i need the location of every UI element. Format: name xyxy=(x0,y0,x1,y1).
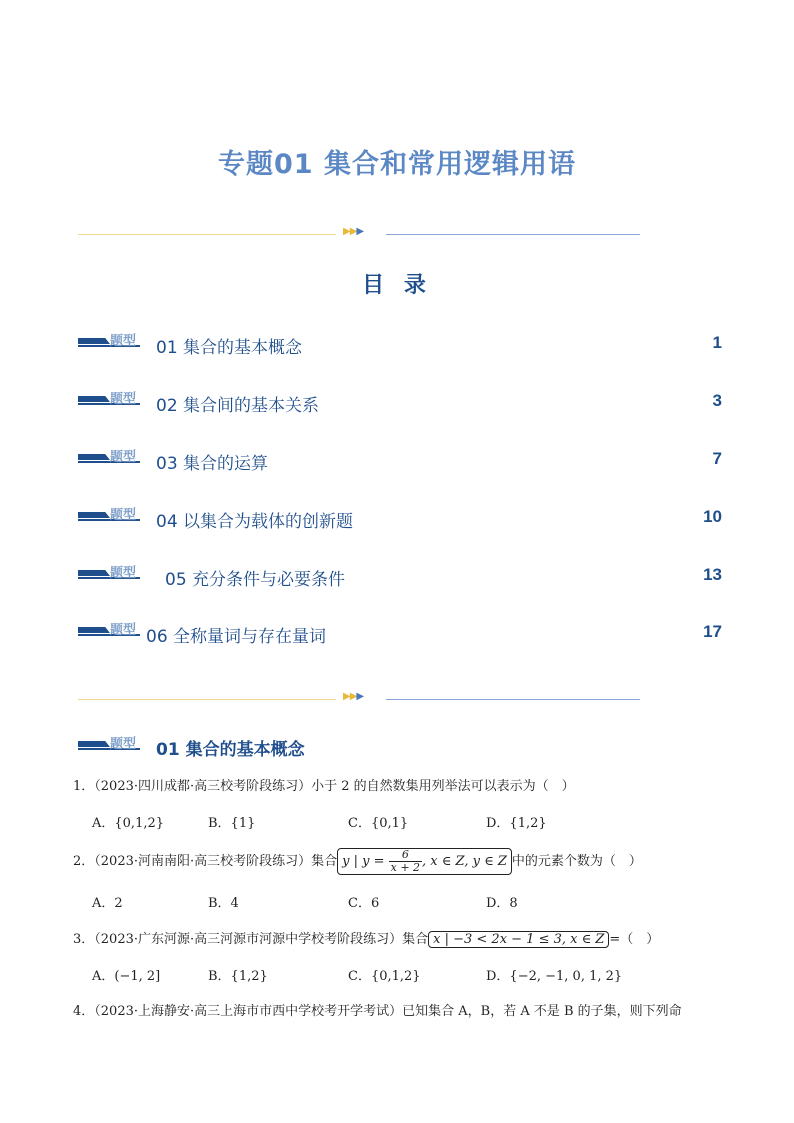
option-d: D．{1,2} xyxy=(486,816,547,831)
option-b: B．{1,2} xyxy=(208,969,268,984)
option-c: C．6 xyxy=(348,896,380,911)
section-title: 01 集合的基本概念 xyxy=(156,740,305,760)
badge: 题型 xyxy=(78,506,146,526)
badge: 题型 xyxy=(78,332,146,352)
toc-item-page: 17 xyxy=(703,622,722,641)
set-expression: y | y = $\frac{6}{x + 2}$ , x ∈ Z, y ∈ Z xyxy=(337,848,512,875)
toc-item[interactable] xyxy=(78,564,722,588)
toc-title: 目 录 xyxy=(362,273,432,298)
option-a: A．(−1, 2] xyxy=(92,969,161,984)
badge: 题型 xyxy=(78,390,146,410)
option-c: C．{0,1} xyxy=(348,816,409,831)
section-heading xyxy=(78,735,722,759)
option-a: A．{0,1,2} xyxy=(92,816,165,831)
toc-item-label: 05 充分条件与必要条件 xyxy=(165,570,346,590)
toc-item-label: 02 集合间的基本关系 xyxy=(156,396,320,416)
option-d: D．{−2, −1, 0, 1, 2} xyxy=(486,969,623,984)
toc-item-page: 13 xyxy=(703,565,722,584)
option-b: B．{1} xyxy=(208,816,256,831)
toc-item-page: 10 xyxy=(703,507,722,526)
divider: ▶▶▶ xyxy=(78,230,640,240)
set-expression: x | −3 < 2x − 1 ≤ 3, x ∈ Z xyxy=(428,931,609,948)
question-3-stem: 3．（2023·广东河源·高三河源市河源中学校考阶段练习）集合 x | −3 < 2x − 1 ≤ 3, x ∈ Z =（ ） xyxy=(73,932,660,947)
option-c: C．{0,1,2} xyxy=(348,969,421,984)
toc-item-label: 01 集合的基本概念 xyxy=(156,338,303,358)
option-a: A．2 xyxy=(92,896,123,911)
option-b: B．4 xyxy=(208,896,239,911)
option-d: D．8 xyxy=(486,896,518,911)
page-title: 专题01 集合和常用逻辑用语 xyxy=(218,149,576,180)
toc-item[interactable] xyxy=(78,390,722,414)
toc-item-page: 7 xyxy=(712,449,722,468)
toc-item[interactable] xyxy=(78,621,722,645)
toc-item-page: 1 xyxy=(712,333,722,352)
toc-item[interactable] xyxy=(78,332,722,356)
toc-item-label: 04 以集合为载体的创新题 xyxy=(156,512,354,532)
question-4-stem: 4．（2023·上海静安·高三上海市市西中学校考开学考试）已知集合 A，B，若 A 不是 B 的子集，则下列命 xyxy=(73,1004,682,1019)
toc-item-label: 06 全称量词与存在量词 xyxy=(146,627,327,647)
badge: 题型 xyxy=(78,564,146,584)
toc-item-page: 3 xyxy=(712,391,722,410)
divider: ▶▶▶ xyxy=(78,695,640,705)
toc-item[interactable] xyxy=(78,448,722,472)
toc-item[interactable] xyxy=(78,506,722,530)
badge: 题型 xyxy=(78,448,146,468)
question-1-stem: 1．（2023·四川成都·高三校考阶段练习）小于 2 的自然数集用列举法可以表示为（ ） xyxy=(73,779,575,794)
question-2-stem: 2．（2023·河南南阳·高三校考阶段练习）集合 y | y = $\frac{6}{x + 2}$ , x ∈ Z, y ∈ Z 中的元素个数为（ ） xyxy=(73,848,642,874)
badge: 题型 xyxy=(78,735,146,755)
toc-item-label: 03 集合的运算 xyxy=(156,454,269,474)
badge: 题型 xyxy=(78,621,146,641)
